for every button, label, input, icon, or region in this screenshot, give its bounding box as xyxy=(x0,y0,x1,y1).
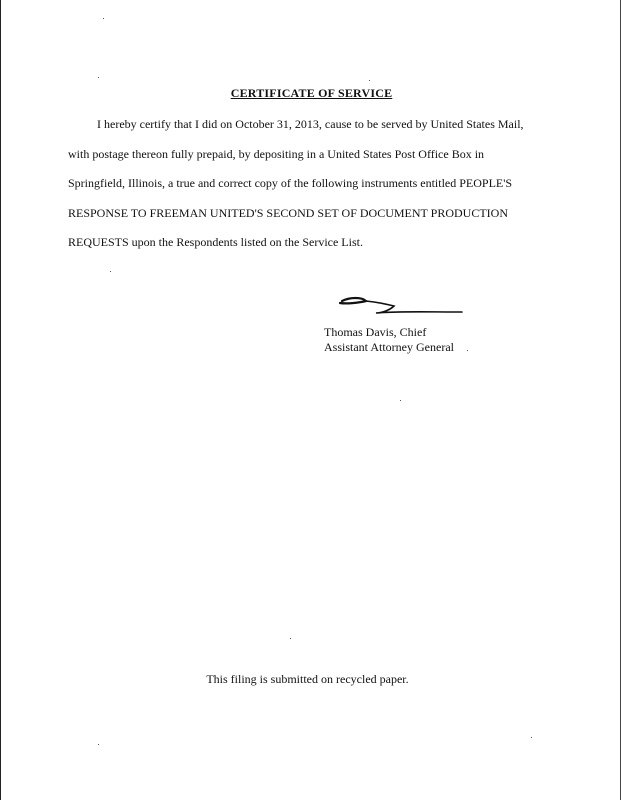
certificate-body xyxy=(68,110,538,258)
scan-speck xyxy=(369,80,370,81)
scan-speck xyxy=(290,638,291,639)
body-line: with postage thereon fully prepaid, by depositing in a United States Post Office Box in xyxy=(68,146,485,161)
body-line: I hereby certify that I did on October 31, 2013, cause to be served by United States Mail, xyxy=(97,117,524,131)
signature-scribble xyxy=(336,292,464,320)
scan-speck xyxy=(98,744,99,745)
scan-speck xyxy=(400,400,401,401)
scan-edge-right xyxy=(620,0,621,800)
scan-speck xyxy=(467,350,468,351)
signer-title: Assistant Attorney General xyxy=(324,340,454,354)
scan-speck xyxy=(110,271,111,272)
scan-speck xyxy=(531,737,532,738)
certificate-title: CERTIFICATE OF SERVICE xyxy=(230,86,393,100)
body-line: REQUESTS upon the Respondents listed on the Service List. xyxy=(68,235,363,249)
body-line: Springfield, Illinois, a true and correct copy of the following instruments entitled PEOPLE'S xyxy=(68,176,513,190)
scan-speck xyxy=(103,18,104,19)
signer-name: Thomas Davis, Chief xyxy=(324,325,427,339)
body-line: RESPONSE TO FREEMAN UNITED'S SECOND SET OF DOCUMENT PRODUCTION xyxy=(68,205,508,220)
scan-speck xyxy=(98,77,99,78)
recycled-paper-note: This filing is submitted on recycled paper. xyxy=(206,672,409,686)
